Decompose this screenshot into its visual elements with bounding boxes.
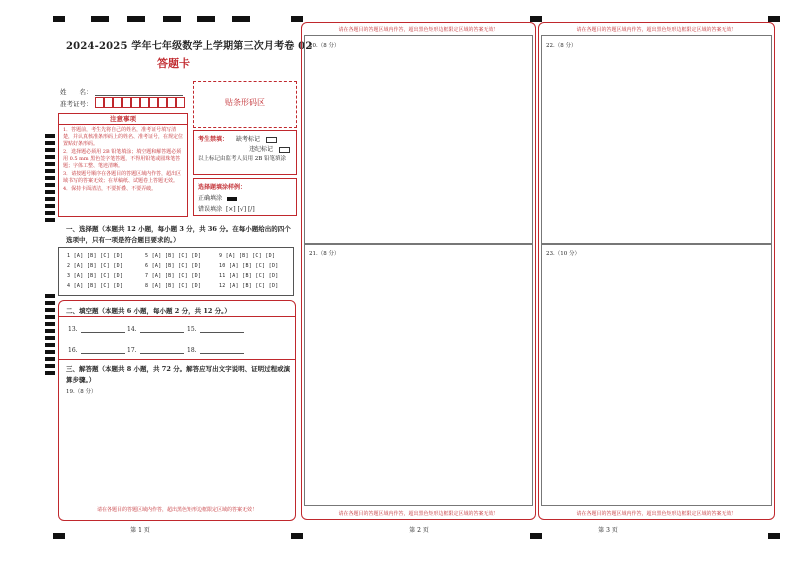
violation-checkbox[interactable] <box>279 147 290 153</box>
warning-page2-bottom: 请在各题目的答题区域内作答，超出黑色矩形边框限定区域的答案无效！ <box>338 511 499 517</box>
exam-id-cell[interactable] <box>149 97 158 108</box>
notice-item-1: 1．答题前，考生先将自己的姓名，准考证号填写清楚，并认真核准条形码上的姓名、准考证号，在规定位置贴好条形码。 <box>63 127 184 147</box>
exam-id-label: 准考证号： <box>60 100 93 108</box>
wrong-fill-samples: [×] [√] [/] <box>225 206 255 213</box>
timing-mark <box>45 294 55 298</box>
timing-mark <box>45 141 55 145</box>
notice-item-3: 3．请按题号顺序在各题目的答题区域内作答，超出区域书写的答案无效；在草稿纸、试题卷上答题无效。 <box>63 171 182 184</box>
blank-17[interactable] <box>127 347 184 354</box>
timing-mark <box>45 343 55 347</box>
warning-page2-top: 请在各题目的答题区域内作答，超出黑色矩形边框限定区域的答案无效！ <box>338 27 499 33</box>
notice-item-4: 4．保持卡面清洁，不要折叠、不要弄破。 <box>63 186 157 192</box>
timing-mark <box>45 204 55 208</box>
timing-mark <box>45 371 55 375</box>
timing-mark <box>45 350 55 354</box>
question-20-label: 20.（8 分） <box>309 43 340 49</box>
blank-16[interactable] <box>68 347 125 354</box>
page-number-1: 第 1 页 <box>130 527 150 534</box>
blank-15-label: 15. <box>187 326 197 333</box>
exam-id-cell[interactable] <box>140 97 149 108</box>
notice-title: 注意事项 <box>59 114 187 125</box>
timing-mark <box>45 315 55 319</box>
blank-14[interactable] <box>127 326 184 333</box>
timing-mark <box>45 364 55 368</box>
timing-mark <box>45 155 55 159</box>
choice-answer-box <box>58 247 294 296</box>
registration-mark <box>530 533 542 539</box>
barcode-area <box>193 81 297 128</box>
page-title: 2024-2025 学年七年级数学上学期第三次月考卷 02 <box>66 41 313 52</box>
timing-mark <box>45 162 55 166</box>
blank-14-label: 14. <box>127 326 137 333</box>
blank-13[interactable] <box>68 326 125 333</box>
exam-id-cell[interactable] <box>104 97 113 108</box>
question-21-label: 21.（8 分） <box>309 251 340 257</box>
absent-label: 缺考标记 <box>235 136 260 143</box>
registration-mark <box>291 533 303 539</box>
timing-mark <box>45 336 55 340</box>
exam-mark-note: 以上标记由监考人员用 2B 铅笔填涂 <box>198 156 287 162</box>
notice-item-2: 2．选择题必须用 2B 铅笔填涂；填空题和解答题必须用 0.5 mm 黑色签字笔答题，不得用铅笔或圆珠笔答题；字体工整、笔迹清晰。 <box>63 149 182 169</box>
timing-mark <box>45 357 55 361</box>
blank-17-label: 17. <box>127 347 137 354</box>
timing-mark <box>45 148 55 152</box>
registration-mark <box>91 16 109 22</box>
wrong-fill-label: 错误填涂 <box>198 206 223 213</box>
section-choice-title: 一、选择题（本题共 12 小题，每小题 3 分，共 36 分。在每小题给出的四个选项中，只有一项是符合题目要求的。） <box>66 225 291 244</box>
answer-area-22[interactable] <box>541 35 772 244</box>
blank-16-label: 16. <box>68 347 78 354</box>
exam-id-cell[interactable] <box>167 97 176 108</box>
registration-mark <box>232 16 250 22</box>
timing-mark <box>45 329 55 333</box>
violation-label: 违纪标记 <box>249 146 274 153</box>
exam-id-cell[interactable] <box>122 97 131 108</box>
blank-13-label: 13. <box>68 326 78 333</box>
timing-mark <box>45 211 55 215</box>
name-field[interactable] <box>95 95 183 96</box>
timing-mark <box>45 169 55 173</box>
timing-mark <box>45 176 55 180</box>
warning-page3-bottom: 请在各题目的答题区域内作答，超出黑色矩形边框限定区域的答案无效！ <box>576 511 737 517</box>
timing-mark <box>45 190 55 194</box>
choice-question-row[interactable]: 9 [A] [B] [C] [D] <box>219 253 276 259</box>
timing-mark <box>45 183 55 187</box>
blank-18-label: 18. <box>187 347 197 354</box>
exam-id-boxes[interactable] <box>95 97 185 108</box>
timing-mark <box>45 301 55 305</box>
choice-question-row[interactable]: 10 [A] [B] [C] [D] <box>219 263 279 269</box>
answer-area-20[interactable] <box>304 35 533 244</box>
exam-id-cell[interactable] <box>131 97 140 108</box>
name-label: 姓 名： <box>60 88 93 96</box>
answer-area-23[interactable] <box>541 244 772 506</box>
page-number-2: 第 2 页 <box>409 527 429 534</box>
page-number-3: 第 3 页 <box>598 527 618 534</box>
section-fill-title: 二、填空题（本题共 6 小题，每小题 2 分，共 12 分。） <box>66 307 231 315</box>
exam-id-cell[interactable] <box>95 97 104 108</box>
registration-mark <box>53 533 65 539</box>
choice-question-row[interactable]: 7 [A] [B] [C] [D] <box>145 273 202 279</box>
registration-mark <box>163 16 181 22</box>
correct-fill-label: 正确填涂 <box>198 195 223 202</box>
question-19-label: 19.（8 分） <box>66 389 97 395</box>
registration-mark <box>291 16 303 22</box>
registration-mark <box>197 16 215 22</box>
choice-question-row[interactable]: 12 [A] [B] [C] [D] <box>219 283 279 289</box>
registration-mark <box>768 533 780 539</box>
blank-15[interactable] <box>187 326 244 333</box>
choice-question-row[interactable]: 11 [A] [B] [C] [D] <box>219 273 279 279</box>
choice-question-row[interactable]: 8 [A] [B] [C] [D] <box>145 283 202 289</box>
exam-mark-box <box>193 130 297 175</box>
choice-question-row[interactable]: 1 [A] [B] [C] [D] <box>67 253 124 259</box>
choice-question-row[interactable]: 2 [A] [B] [C] [D] <box>67 263 124 269</box>
exam-id-cell[interactable] <box>158 97 167 108</box>
registration-mark <box>127 16 145 22</box>
exam-id-cell[interactable] <box>176 97 185 108</box>
timing-mark <box>45 134 55 138</box>
choice-question-row[interactable]: 3 [A] [B] [C] [D] <box>67 273 124 279</box>
fill-sample-box <box>193 178 297 216</box>
registration-mark <box>53 16 65 22</box>
warning-page1: 请在各题目的答题区域内作答，超出黑色矩形边框限定区域的答案无效！ <box>96 507 257 513</box>
absent-checkbox[interactable] <box>266 137 277 143</box>
answer-card-label: 答题卡 <box>157 57 190 70</box>
section-solve-divider <box>58 359 296 360</box>
timing-mark <box>45 322 55 326</box>
registration-mark <box>530 16 542 22</box>
section-solve-title: 三、解答题（本题共 8 小题，共 72 分。解答应写出文字说明、证明过程或演算步骤。） <box>66 365 291 384</box>
notice-box <box>58 113 188 217</box>
blank-18[interactable] <box>187 347 244 354</box>
question-22-label: 22.（8 分） <box>546 43 577 49</box>
correct-fill-sample <box>227 197 237 201</box>
fill-sample-title: 选择题填涂样例： <box>198 184 247 191</box>
choice-question-row[interactable]: 4 [A] [B] [C] [D] <box>67 283 124 289</box>
exam-mark-title: 考生禁填： <box>198 136 229 143</box>
timing-mark <box>45 218 55 222</box>
timing-mark <box>45 197 55 201</box>
answer-area-21[interactable] <box>304 244 533 506</box>
question-23-label: 23.（10 分） <box>546 251 580 257</box>
section-divider <box>58 316 296 317</box>
warning-page3-top: 请在各题目的答题区域内作答，超出黑色矩形边框限定区域的答案无效！ <box>576 27 737 33</box>
choice-question-row[interactable]: 5 [A] [B] [C] [D] <box>145 253 202 259</box>
choice-question-row[interactable]: 6 [A] [B] [C] [D] <box>145 263 202 269</box>
answer-area-19[interactable] <box>60 396 294 500</box>
barcode-label: 贴条形码区 <box>225 98 265 107</box>
timing-mark <box>45 308 55 312</box>
exam-id-cell[interactable] <box>113 97 122 108</box>
